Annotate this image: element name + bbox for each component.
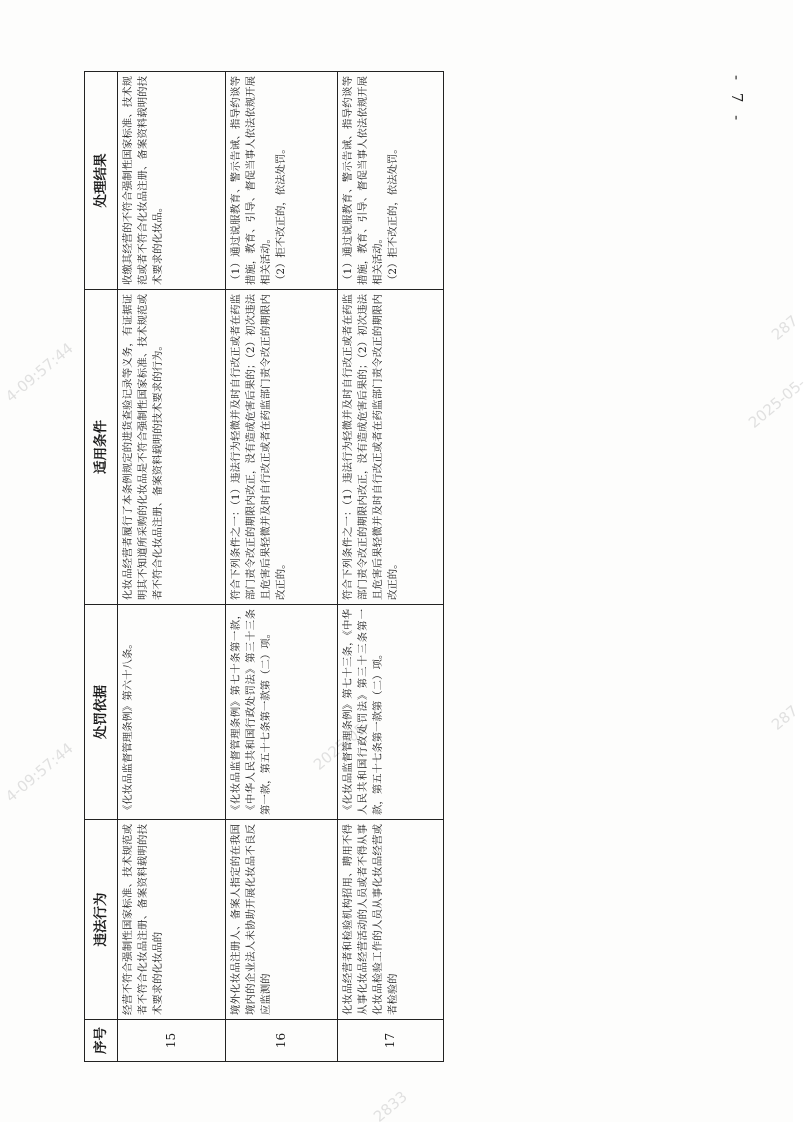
header-basis: 处罚依据: [85, 605, 118, 820]
result-line: 收缴其经营的不符合强制性国家标准、技术规范或者不符合化妆品注册、备案资料载明的技术要求的化妆品。: [122, 76, 164, 285]
table-header-row: [85, 72, 118, 1062]
table-row: [338, 72, 444, 1062]
row-seq: 16: [226, 1020, 338, 1062]
result-line: （2）拒不改正的，依法处罚。: [275, 143, 287, 285]
row-result: [118, 72, 226, 290]
row-basis: 《化妆品监督管理条例》第七十三条，《中华人民共和国行政处罚法》第三十三条第一款，第五十七条第一款第（二）项。: [338, 605, 444, 820]
result-line: （2）拒不改正的，依法处罚。: [387, 143, 399, 285]
row-seq: 17: [338, 1020, 444, 1062]
watermark-text: 4-09:57:44: [2, 739, 77, 806]
watermark-text: 287: [768, 311, 802, 344]
row-violation: 经营不符合强制性国家标准、技术规范或者不符合化妆品注册、备案资料载明的技术要求的化妆品的: [118, 820, 226, 1020]
result-line: （1）通过说服教育、警示告诫、指导约谈等措施，教育、引导、督促当事人依法依规开展相关活动。: [230, 76, 272, 285]
row-basis: 《化妆品监督管理条例》第七十条第一款，《中华人民共和国行政处罚法》第三十三条第一款，第五十七条第一款第（二）项。: [226, 605, 338, 820]
row-condition: 符合下列条件之一：（1）违法行为轻微并及时自行改正或者在药监部门责令改正的期限内改正，没有造成危害后果的；（2）初次违法且危害后果轻微并及时自行改正或者在药监部门责令改正的期限内改正的。: [338, 290, 444, 605]
row-violation: 境外化妆品注册人、备案人指定的在我国境内的企业法人未协助开展化妆品不良反应监测的: [226, 820, 338, 1020]
watermark-text: 2833: [370, 1087, 411, 1126]
row-condition: 化妆品经营者履行了本条例规定的进货查验记录等义务，有证据证明其不知道所采购的化妆品是不符合强制性国家标准、技术规范或者不符合化妆品注册、备案资料载明的技术要求的行为。: [118, 290, 226, 605]
penalty-table-rotated: [84, 72, 442, 1062]
page-number: - 7 -: [728, 75, 746, 125]
watermark-text: 287: [768, 701, 802, 734]
penalty-table: [84, 71, 444, 1062]
row-result: [226, 72, 338, 290]
table-row: [118, 72, 226, 1062]
watermark-text: 2025-05-: [745, 374, 809, 432]
watermark-text: 2025-05-: [310, 716, 374, 774]
header-violation: 违法行为: [85, 820, 118, 1020]
header-condition: 适用条件: [85, 290, 118, 605]
row-seq: 15: [118, 1020, 226, 1062]
header-result: 处理结果: [85, 72, 118, 290]
row-basis: 《化妆品监督管理条例》第六十八条。: [118, 605, 226, 820]
row-condition: 符合下列条件之一：（1）违法行为轻微并及时自行改正或者在药监部门责令改正的期限内改正，没有造成危害后果的；（2）初次违法且危害后果轻微并及时自行改正或者在药监部门责令改正的期限内改正的。: [226, 290, 338, 605]
header-seq: 序号: [85, 1020, 118, 1062]
watermark-text: 4-09:57:44: [2, 339, 77, 406]
table-row: [226, 72, 338, 1062]
result-line: （1）通过说服教育、警示告诫、指导约谈等措施，教育、引导、督促当事人依法依规开展相关活动。: [342, 76, 384, 285]
row-result: [338, 72, 444, 290]
row-violation: 化妆品经营者和检验机构招用、聘用不得从事化妆品经营活动的人员或者不得从事化妆品检验工作的人员从事化妆品经营或者检验的: [338, 820, 444, 1020]
